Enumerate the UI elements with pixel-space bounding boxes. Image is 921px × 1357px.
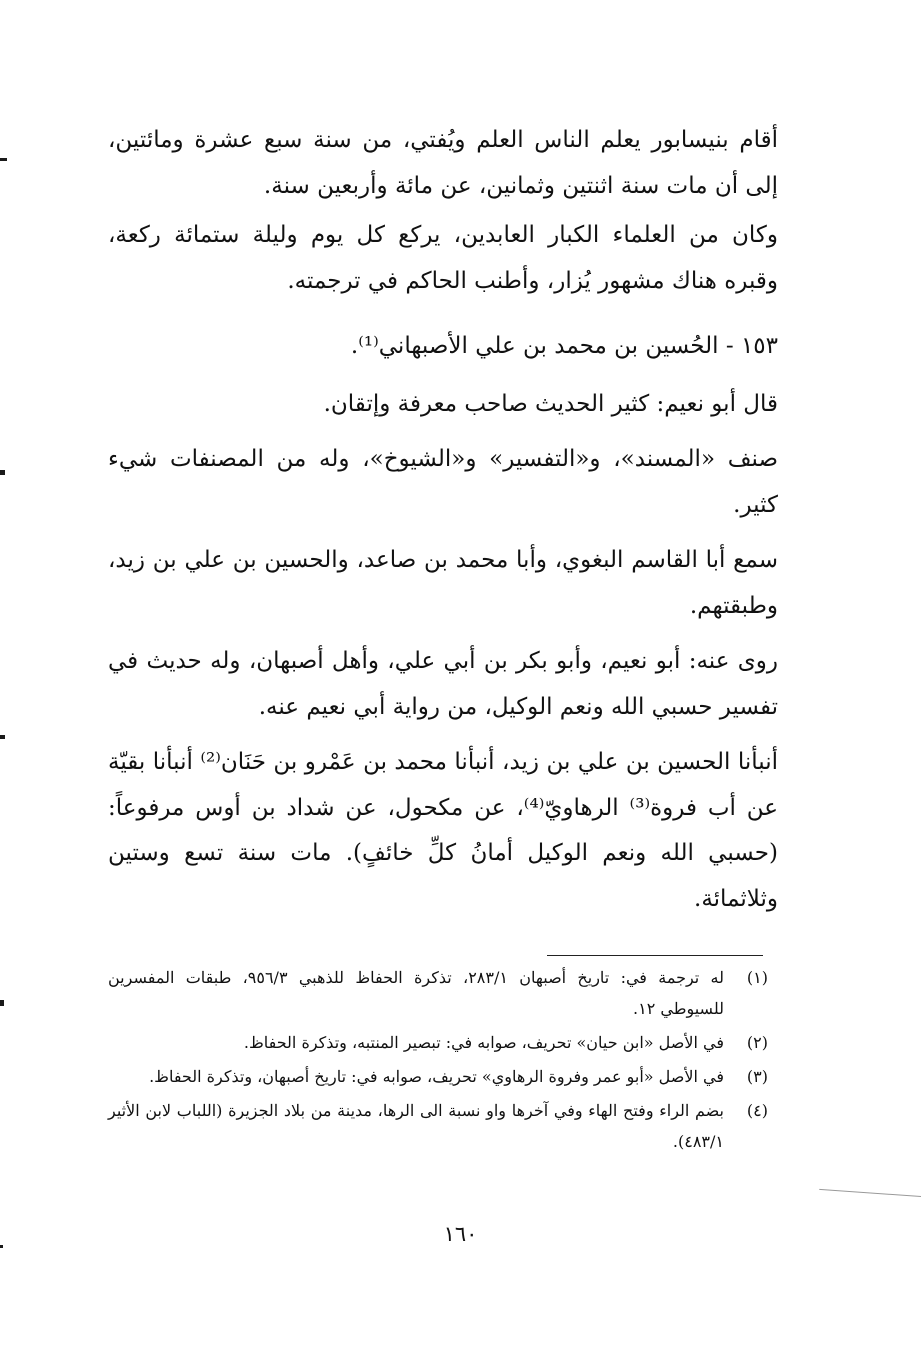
- footnote-1: [108, 962, 768, 1024]
- entry-heading: ١٥٣ - الحُسين بن محمد بن علي الأصبهاني⁽¹⁾.: [350, 333, 778, 359]
- paragraph-5: صنف «المسند»، و«التفسير» و«الشيوخ»، وله من المصنفات شيء كثير.: [108, 446, 778, 518]
- main-text: [108, 118, 778, 932]
- footnote-number: (١): [746, 968, 768, 987]
- paragraph-1: أقام بنيسابور يعلم الناس العلم ويُفتي، من سنة سبع عشرة ومائتين، إلى أن مات سنة اثنتين وثمانين، عن مائة وأربعين سنة.: [108, 127, 778, 199]
- footnote-3: [108, 1061, 768, 1092]
- paragraph-4: قال أبو نعيم: كثير الحديث صاحب معرفة وإتقان.: [323, 390, 778, 417]
- footnote-divider: [547, 955, 763, 956]
- footnote-number: (٣): [746, 1067, 768, 1086]
- footnotes: [108, 962, 768, 1160]
- footnote-number: (٢): [746, 1033, 768, 1052]
- scan-mark: [0, 735, 5, 739]
- paragraph-6: سمع أبا القاسم البغوي، وأبا محمد بن صاعد، والحسين بن علي بن زيد، وطبقتهم.: [108, 547, 778, 619]
- footnote-number: (٤): [746, 1101, 768, 1120]
- footnote-text: له ترجمة في: تاريخ أصبهان ٢٨٣/١، تذكرة الحفاظ للذهبي ٩٥٦/٣، طبقات المفسرين للسيوطي ١٢.: [108, 968, 724, 1018]
- footnote-text: بضم الراء وفتح الهاء وفي آخرها واو نسبة الى الرها، مدينة من بلاد الجزيرة (اللباب لابن الأثير ٤٨٣/١).: [108, 1101, 724, 1151]
- footnote-4: [108, 1095, 768, 1157]
- scan-stroke: [819, 1189, 921, 1197]
- page-number: ١٦٠: [443, 1222, 478, 1246]
- footnote-text: في الأصل «أبو عمر وفروة الرهاوي» تحريف، صوابه في: تاريخ أصبهان، وتذكرة الحفاظ.: [149, 1067, 724, 1086]
- scan-mark: [0, 1245, 3, 1248]
- scan-mark: [0, 470, 5, 475]
- footnote-2: [108, 1027, 768, 1058]
- scan-mark: [0, 1000, 4, 1006]
- paragraph-2: وكان من العلماء الكبار العابدين، يركع كل يوم وليلة ستمائة ركعة، وقبره هناك مشهور يُزار، وأطنب الحاكم في ترجمته.: [108, 222, 778, 294]
- scan-mark: [0, 158, 7, 161]
- paragraph-8: أنبأنا الحسين بن علي بن زيد، أنبأنا محمد بن عَمْرو بن حَنَان⁽²⁾ أنبأنا بقيّة عن أب فروة⁽³⁾ الرهاويّ⁽⁴⁾، عن مكحول، عن شداد بن أوس مرفوعاً: (حسبي الله ونعم الوكيل أمانُ كلِّ خائفٍ). مات سنة تسع وستين وثلاثمائة.: [108, 749, 778, 912]
- footnote-text: في الأصل «ابن حيان» تحريف، صوابه في: تبصير المنتبه، وتذكرة الحفاظ.: [243, 1033, 724, 1052]
- paragraph-7: روى عنه: أبو نعيم، وأبو بكر بن أبي علي، وأهل أصبهان، وله حديث في تفسير حسبي الله ونعم الوكيل، من رواية أبي نعيم عنه.: [108, 648, 779, 720]
